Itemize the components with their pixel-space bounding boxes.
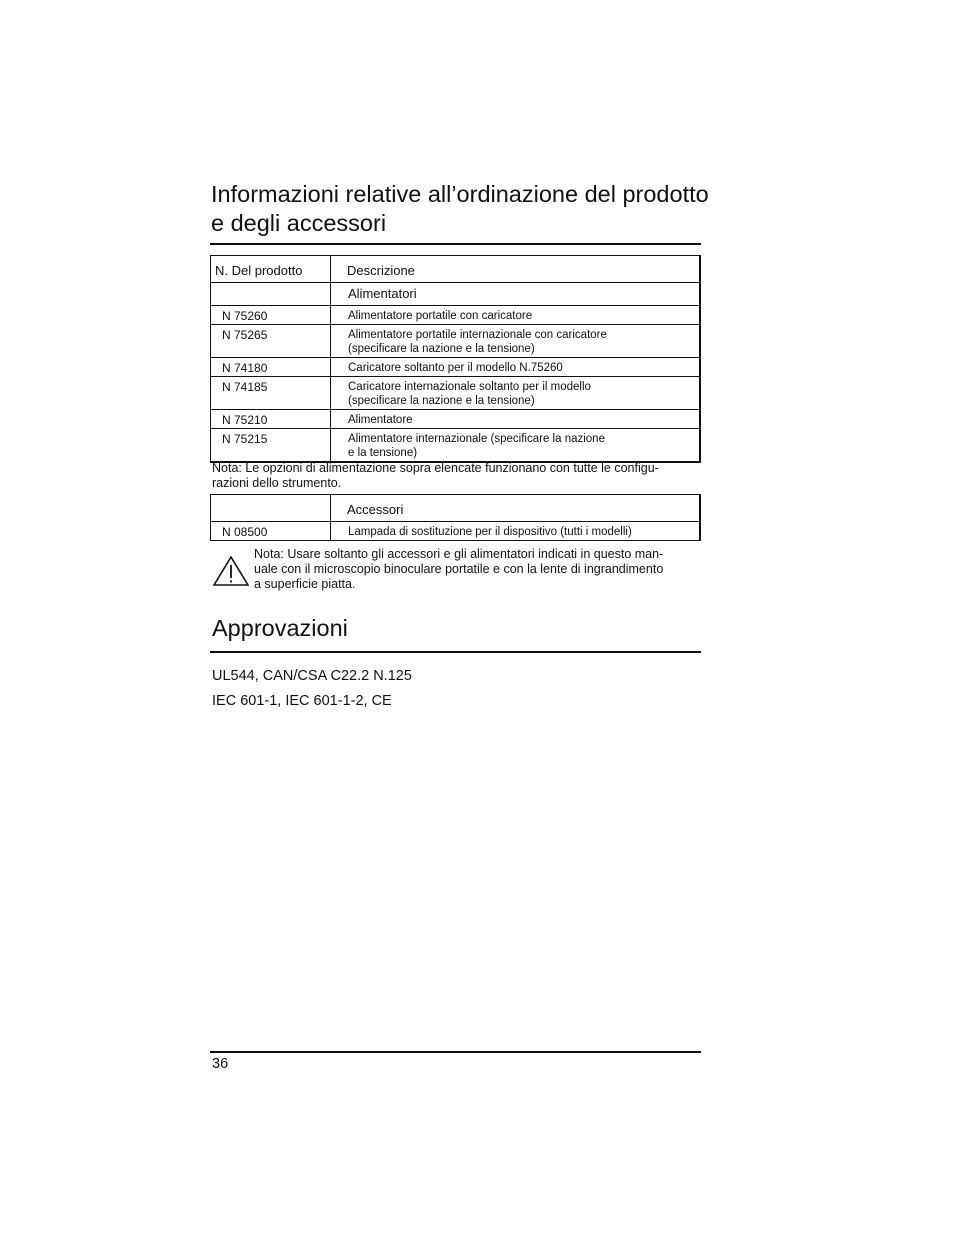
product-description: Caricatore soltanto per il modello N.75260: [331, 358, 701, 377]
product-description: Alimentatore portatile con caricatore: [331, 306, 701, 325]
col-header-product: N. Del prodotto: [211, 256, 331, 283]
footer-rule: [210, 1051, 701, 1053]
table-row: [211, 325, 701, 358]
table-row: [211, 410, 701, 429]
warning-triangle-icon: [213, 556, 249, 586]
product-code: N 74180: [211, 358, 331, 377]
approvals-rule: [210, 651, 701, 653]
product-description: Lampada di sostituzione per il dispositivo (tutti i modelli): [331, 522, 701, 541]
product-code: N 74185: [211, 377, 331, 410]
approval-line: IEC 601-1, IEC 601-1-2, CE: [212, 693, 392, 709]
warning-note: Nota: Usare soltanto gli accessori e gli alimentatori indicati in questo man- uale con il microscopio binoculare portatile e con la lente di ingrandimento a superficie piatta.: [254, 547, 664, 591]
product-code: N 08500: [211, 522, 331, 541]
table-row: [211, 522, 701, 541]
product-description: Alimentatore: [331, 410, 701, 429]
group-label-accessories: Accessori: [331, 495, 701, 522]
power-supply-table: [210, 255, 701, 463]
col-header-description: Descrizione: [331, 256, 701, 283]
product-code: N 75210: [211, 410, 331, 429]
group-row-accessories: [211, 495, 701, 522]
power-note: Nota: Le opzioni di alimentazione sopra elencate funzionano con tutte le configu- razioni dello strumento.: [212, 461, 659, 490]
product-code: N 75215: [211, 429, 331, 463]
page-number: 36: [212, 1056, 229, 1072]
product-description: Alimentatore internazionale (specificare la nazione e la tensione): [331, 429, 701, 463]
product-description: Caricatore internazionale soltanto per il modello (specificare la nazione e la tensione): [331, 377, 701, 410]
table-header-row: [211, 256, 701, 283]
product-code: N 75265: [211, 325, 331, 358]
approvals-title: Approvazioni: [212, 615, 348, 641]
product-code: N 75260: [211, 306, 331, 325]
accessories-table: [210, 494, 701, 541]
group-label-power: Alimentatori: [331, 283, 701, 306]
group-row-power: [211, 283, 701, 306]
table-row: [211, 306, 701, 325]
table-row: [211, 377, 701, 410]
approval-line: UL544, CAN/CSA C22.2 N.125: [212, 668, 412, 684]
table-row: [211, 429, 701, 463]
product-description: Alimentatore portatile internazionale con caricatore (specificare la nazione e la tensione): [331, 325, 701, 358]
table-row: [211, 358, 701, 377]
section-title: Informazioni relative all’ordinazione del prodotto e degli accessori: [211, 181, 709, 236]
title-rule: [210, 243, 701, 245]
